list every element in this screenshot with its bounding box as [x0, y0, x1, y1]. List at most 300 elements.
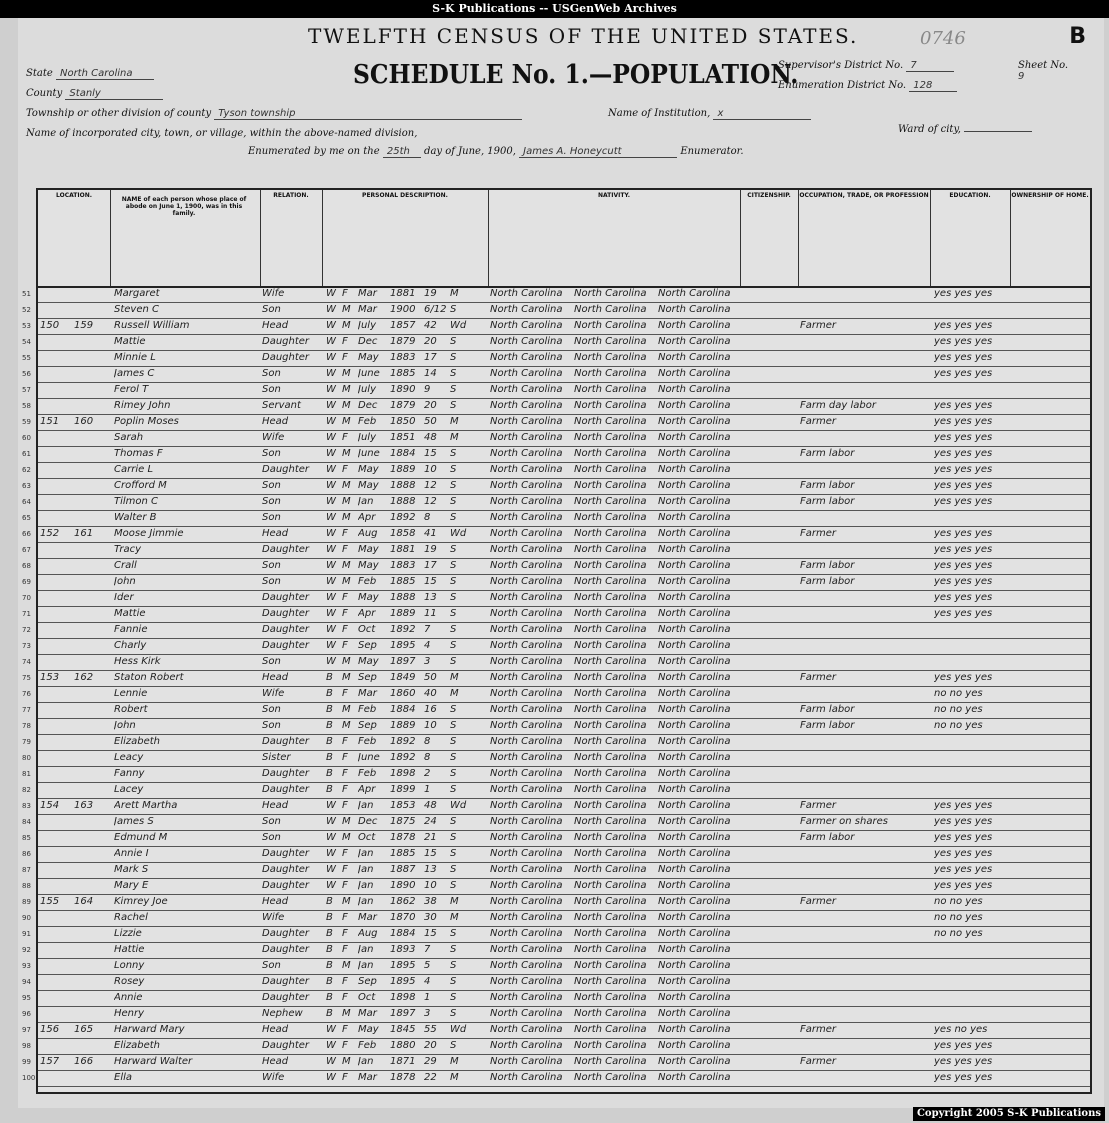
table-row: [22, 750, 1090, 767]
cell-birth: North Carolina: [490, 816, 563, 827]
cell-father: North Carolina: [574, 752, 647, 763]
cell-rel: Daughter: [262, 928, 310, 939]
line-number: 66: [22, 530, 31, 538]
cell-occ: Farmer: [800, 1024, 836, 1035]
cell-edu: yes yes yes: [934, 816, 993, 827]
cell-fam: 161: [74, 528, 94, 539]
cell-sex: F: [342, 640, 348, 651]
cell-name: Sarah: [114, 432, 144, 443]
line-number: 78: [22, 722, 31, 730]
name-header: NAME of each person whose place of abode on June 1, 1900, was in this family.: [121, 196, 247, 217]
cell-edu: yes yes yes: [934, 288, 993, 299]
enumeration-district: Enumeration District No. 128: [778, 80, 957, 92]
cell-birth: North Carolina: [490, 784, 563, 795]
cell-rel: Daughter: [262, 352, 310, 363]
cell-birth: North Carolina: [490, 336, 563, 347]
table-row: [22, 766, 1090, 783]
state-field: State North Carolina: [26, 68, 154, 80]
cell-edu: yes yes yes: [934, 560, 993, 571]
cell-edu: yes yes yes: [934, 496, 993, 507]
cell-sex: M: [342, 320, 351, 331]
cell-year: 1879: [390, 336, 416, 347]
cell-month: Oct: [358, 624, 376, 635]
cell-mother: North Carolina: [658, 528, 731, 539]
cell-age: 22: [424, 1072, 437, 1083]
cell-year: 1845: [390, 1024, 416, 1035]
cell-birth: North Carolina: [490, 624, 563, 635]
cell-month: Feb: [358, 1040, 377, 1051]
cell-father: North Carolina: [574, 928, 647, 939]
cell-dw: 153: [40, 672, 60, 683]
cell-mother: North Carolina: [658, 656, 731, 667]
cell-sex: M: [342, 960, 351, 971]
cell-edu: yes yes yes: [934, 608, 993, 619]
cell-month: Dec: [358, 400, 378, 411]
cell-name: James S: [114, 816, 154, 827]
cell-year: 1895: [390, 640, 416, 651]
cell-name: Charly: [114, 640, 147, 651]
cell-age: 15: [424, 576, 437, 587]
cell-year: 1850: [390, 416, 416, 427]
cell-month: Mar: [358, 912, 377, 923]
line-number: 96: [22, 1010, 31, 1018]
cell-father: North Carolina: [574, 864, 647, 875]
cell-fam: 163: [74, 800, 94, 811]
sheet-number: Sheet No. 9: [1018, 60, 1069, 82]
cell-father: North Carolina: [574, 464, 647, 475]
cell-month: Feb: [358, 704, 377, 715]
cell-color: W: [326, 352, 336, 363]
cell-rel: Daughter: [262, 768, 310, 779]
cell-name: Fanny: [114, 768, 145, 779]
cell-birth: North Carolina: [490, 976, 563, 987]
cell-ms: Wd: [450, 320, 467, 331]
cell-rel: Son: [262, 368, 281, 379]
line-number: 88: [22, 882, 31, 890]
cell-mother: North Carolina: [658, 432, 731, 443]
line-number: 89: [22, 898, 31, 906]
cell-month: Mar: [358, 304, 377, 315]
cell-birth: North Carolina: [490, 960, 563, 971]
cell-edu: yes yes yes: [934, 464, 993, 475]
cell-sex: M: [342, 480, 351, 491]
cell-year: 1897: [390, 656, 416, 667]
cell-sex: F: [342, 544, 348, 555]
cell-ms: S: [450, 336, 457, 347]
nativity-header: NATIVITY.: [597, 192, 631, 199]
table-row: [22, 638, 1090, 655]
cell-father: North Carolina: [574, 944, 647, 955]
cell-name: Rimey John: [114, 400, 171, 411]
cell-birth: North Carolina: [490, 496, 563, 507]
line-number: 87: [22, 866, 31, 874]
cell-father: North Carolina: [574, 912, 647, 923]
cell-rel: Son: [262, 720, 281, 731]
cell-ms: S: [450, 768, 457, 779]
cell-ms: S: [450, 512, 457, 523]
line-number: 80: [22, 754, 31, 762]
cell-year: 1900: [390, 304, 416, 315]
line-number: 99: [22, 1058, 31, 1066]
cell-mother: North Carolina: [658, 304, 731, 315]
cell-birth: North Carolina: [490, 400, 563, 411]
cell-rel: Daughter: [262, 848, 310, 859]
cell-ms: S: [450, 832, 457, 843]
cell-sex: M: [342, 384, 351, 395]
cell-ms: S: [450, 1040, 457, 1051]
cell-father: North Carolina: [574, 736, 647, 747]
cell-birth: North Carolina: [490, 672, 563, 683]
cell-sex: M: [342, 416, 351, 427]
cell-birth: North Carolina: [490, 368, 563, 379]
cell-mother: North Carolina: [658, 944, 731, 955]
cell-year: 1881: [390, 288, 416, 299]
cell-sex: F: [342, 1024, 348, 1035]
cell-name: Fannie: [114, 624, 148, 635]
cell-rel: Head: [262, 528, 289, 539]
cell-mother: North Carolina: [658, 512, 731, 523]
cell-edu: yes yes yes: [934, 1056, 993, 1067]
table-row: [22, 926, 1090, 943]
table-row: [22, 686, 1090, 703]
cell-month: Mar: [358, 288, 377, 299]
cell-name: Harward Mary: [114, 1024, 185, 1035]
cell-ms: S: [450, 720, 457, 731]
cell-rel: Head: [262, 672, 289, 683]
cell-birth: North Carolina: [490, 752, 563, 763]
cell-mother: North Carolina: [658, 928, 731, 939]
county-field: County Stanly: [26, 88, 163, 100]
cell-edu: yes yes yes: [934, 880, 993, 891]
cell-sex: M: [342, 704, 351, 715]
cell-mother: North Carolina: [658, 832, 731, 843]
cell-age: 19: [424, 544, 437, 555]
table-row: [22, 302, 1090, 319]
table-row: [22, 446, 1090, 463]
cell-color: W: [326, 336, 336, 347]
cell-occ: Farmer: [800, 320, 836, 331]
cell-edu: no no yes: [934, 720, 983, 731]
table-row: [22, 382, 1090, 399]
cell-month: Aug: [358, 528, 378, 539]
table-row: [22, 414, 1090, 431]
cell-age: 4: [424, 640, 431, 651]
cell-edu: yes yes yes: [934, 368, 993, 379]
cell-year: 1893: [390, 944, 416, 955]
cell-father: North Carolina: [574, 352, 647, 363]
cell-sex: F: [342, 880, 348, 891]
cell-age: 10: [424, 464, 437, 475]
cell-year: 1883: [390, 352, 416, 363]
table-row: [22, 510, 1090, 527]
line-number: 72: [22, 626, 31, 634]
cell-month: Jan: [358, 880, 374, 891]
cell-color: W: [326, 368, 336, 379]
cell-birth: North Carolina: [490, 608, 563, 619]
cell-rel: Son: [262, 576, 281, 587]
table-header: [38, 190, 1090, 288]
cell-occ: Farmer: [800, 672, 836, 683]
cell-year: 1883: [390, 560, 416, 571]
cell-rel: Son: [262, 480, 281, 491]
cell-father: North Carolina: [574, 320, 647, 331]
cell-rel: Head: [262, 1024, 289, 1035]
cell-year: 1884: [390, 928, 416, 939]
cell-edu: yes yes yes: [934, 448, 993, 459]
cell-rel: Son: [262, 384, 281, 395]
line-number: 52: [22, 306, 31, 314]
cell-color: B: [326, 704, 333, 715]
cell-color: B: [326, 896, 333, 907]
cell-age: 12: [424, 496, 437, 507]
cell-birth: North Carolina: [490, 384, 563, 395]
cell-age: 7: [424, 624, 431, 635]
cell-month: Sep: [358, 672, 377, 683]
cell-father: North Carolina: [574, 304, 647, 315]
cell-father: North Carolina: [574, 656, 647, 667]
cell-color: W: [326, 1056, 336, 1067]
cell-occ: Farm labor: [800, 720, 855, 731]
cell-color: W: [326, 880, 336, 891]
cell-year: 1860: [390, 688, 416, 699]
cell-dw: 157: [40, 1056, 60, 1067]
cell-name: Elizabeth: [114, 1040, 161, 1051]
cell-father: North Carolina: [574, 576, 647, 587]
enumeration-date: Enumerated by me on the 25th day of June, 1900, James A. Honeycutt Enumerator.: [248, 146, 744, 157]
cell-year: 1870: [390, 912, 416, 923]
table-row: [22, 782, 1090, 799]
cell-month: July: [358, 432, 376, 443]
cell-color: B: [326, 960, 333, 971]
cell-month: Apr: [358, 512, 376, 523]
cell-rel: Head: [262, 320, 289, 331]
cell-color: W: [326, 864, 336, 875]
cell-occ: Farmer: [800, 1056, 836, 1067]
cell-name: Hess Kirk: [114, 656, 161, 667]
line-number: 77: [22, 706, 31, 714]
cell-month: Oct: [358, 832, 376, 843]
cell-father: North Carolina: [574, 1072, 647, 1083]
cell-father: North Carolina: [574, 288, 647, 299]
cell-father: North Carolina: [574, 896, 647, 907]
cell-sex: F: [342, 464, 348, 475]
cell-month: Feb: [358, 736, 377, 747]
cell-mother: North Carolina: [658, 368, 731, 379]
cell-mother: North Carolina: [658, 816, 731, 827]
cell-mother: North Carolina: [658, 768, 731, 779]
cell-edu: yes yes yes: [934, 416, 993, 427]
cell-birth: North Carolina: [490, 1056, 563, 1067]
cell-ms: M: [450, 432, 459, 443]
cell-name: Staton Robert: [114, 672, 184, 683]
cell-year: 1884: [390, 448, 416, 459]
cell-month: Feb: [358, 416, 377, 427]
cell-father: North Carolina: [574, 784, 647, 795]
cell-age: 11: [424, 608, 437, 619]
table-row: [22, 1054, 1090, 1071]
cell-sex: M: [342, 304, 351, 315]
line-number: 83: [22, 802, 31, 810]
cell-month: May: [358, 1024, 379, 1035]
line-number: 54: [22, 338, 31, 346]
cell-color: W: [326, 800, 336, 811]
table-row: [22, 798, 1090, 815]
cell-rel: Sister: [262, 752, 291, 763]
table-row: [22, 990, 1090, 1007]
cell-month: May: [358, 656, 379, 667]
line-number: 67: [22, 546, 31, 554]
cell-rel: Son: [262, 816, 281, 827]
cell-mother: North Carolina: [658, 592, 731, 603]
cell-month: Oct: [358, 992, 376, 1003]
cell-rel: Son: [262, 704, 281, 715]
cell-name: Russell William: [114, 320, 190, 331]
cell-ms: S: [450, 960, 457, 971]
cell-age: 30: [424, 912, 437, 923]
cell-sex: F: [342, 352, 348, 363]
cell-year: 1892: [390, 624, 416, 635]
cell-name: Hattie: [114, 944, 145, 955]
cell-ms: S: [450, 576, 457, 587]
cell-name: Edmund M: [114, 832, 168, 843]
cell-year: 1853: [390, 800, 416, 811]
cell-rel: Daughter: [262, 336, 310, 347]
cell-age: 3: [424, 1008, 431, 1019]
cell-fam: 159: [74, 320, 94, 331]
cell-year: 1888: [390, 496, 416, 507]
cell-fam: 166: [74, 1056, 94, 1067]
cell-color: W: [326, 432, 336, 443]
cell-birth: North Carolina: [490, 560, 563, 571]
citizenship-header: CITIZENSHIP.: [747, 192, 791, 199]
cell-mother: North Carolina: [658, 704, 731, 715]
cell-birth: North Carolina: [490, 704, 563, 715]
cell-ms: S: [450, 816, 457, 827]
cell-occ: Farm labor: [800, 576, 855, 587]
cell-month: May: [358, 464, 379, 475]
cell-edu: no no yes: [934, 688, 983, 699]
cell-dw: 156: [40, 1024, 60, 1035]
cell-birth: North Carolina: [490, 768, 563, 779]
cell-year: 1849: [390, 672, 416, 683]
table-row: [22, 1070, 1090, 1087]
table-row: [22, 670, 1090, 687]
cell-rel: Wife: [262, 432, 285, 443]
cell-color: W: [326, 416, 336, 427]
cell-mother: North Carolina: [658, 800, 731, 811]
cell-sex: M: [342, 368, 351, 379]
cell-month: May: [358, 560, 379, 571]
cell-sex: F: [342, 624, 348, 635]
cell-rel: Servant: [262, 400, 301, 411]
cell-edu: yes yes yes: [934, 576, 993, 587]
cell-month: June: [358, 752, 380, 763]
cell-edu: yes yes yes: [934, 336, 993, 347]
line-number: 100: [22, 1074, 36, 1082]
table-row: [22, 526, 1090, 543]
cell-age: 38: [424, 896, 437, 907]
cell-name: Harward Walter: [114, 1056, 193, 1067]
cell-year: 1887: [390, 864, 416, 875]
cell-name: Elizabeth: [114, 736, 161, 747]
cell-edu: yes yes yes: [934, 1040, 993, 1051]
line-number: 85: [22, 834, 31, 842]
cell-name: James C: [114, 368, 155, 379]
supervisor-district: Supervisor's District No. 7: [778, 60, 954, 72]
cell-dw: 155: [40, 896, 60, 907]
cell-mother: North Carolina: [658, 720, 731, 731]
table-row: [22, 606, 1090, 623]
table-row: [22, 574, 1090, 591]
cell-name: Henry: [114, 1008, 145, 1019]
cell-color: B: [326, 784, 333, 795]
cell-rel: Head: [262, 800, 289, 811]
line-number: 69: [22, 578, 31, 586]
cell-rel: Daughter: [262, 640, 310, 651]
cell-age: 48: [424, 432, 437, 443]
cell-ms: Wd: [450, 528, 467, 539]
cell-year: 1890: [390, 384, 416, 395]
cell-ms: M: [450, 672, 459, 683]
cell-month: Jan: [358, 896, 374, 907]
cell-sex: M: [342, 1056, 351, 1067]
cell-ms: S: [450, 304, 457, 315]
line-number: 74: [22, 658, 31, 666]
cell-name: Robert: [114, 704, 148, 715]
cell-color: W: [326, 304, 336, 315]
table-row: [22, 542, 1090, 559]
cell-mother: North Carolina: [658, 1024, 731, 1035]
cell-sex: F: [342, 944, 348, 955]
cell-name: Tilmon C: [114, 496, 159, 507]
cell-birth: North Carolina: [490, 864, 563, 875]
cell-edu: no no yes: [934, 928, 983, 939]
cell-mother: North Carolina: [658, 576, 731, 587]
cell-mother: North Carolina: [658, 1040, 731, 1051]
cell-birth: North Carolina: [490, 848, 563, 859]
cell-year: 1889: [390, 720, 416, 731]
cell-father: North Carolina: [574, 1056, 647, 1067]
cell-year: 1880: [390, 1040, 416, 1051]
cell-mother: North Carolina: [658, 320, 731, 331]
cell-father: North Carolina: [574, 800, 647, 811]
cell-edu: yes yes yes: [934, 1072, 993, 1083]
cell-sex: F: [342, 864, 348, 875]
cell-month: June: [358, 368, 380, 379]
cell-color: B: [326, 912, 333, 923]
cell-ms: M: [450, 1072, 459, 1083]
cell-sex: M: [342, 720, 351, 731]
cell-age: 20: [424, 1040, 437, 1051]
cell-birth: North Carolina: [490, 1024, 563, 1035]
cell-edu: yes yes yes: [934, 352, 993, 363]
cell-ms: S: [450, 976, 457, 987]
cell-mother: North Carolina: [658, 992, 731, 1003]
cell-year: 1884: [390, 704, 416, 715]
line-number: 75: [22, 674, 31, 682]
cell-ms: Wd: [450, 800, 467, 811]
cell-rel: Son: [262, 560, 281, 571]
cell-rel: Nephew: [262, 1008, 303, 1019]
cell-rel: Son: [262, 304, 281, 315]
cell-occ: Farmer: [800, 896, 836, 907]
cell-ms: S: [450, 480, 457, 491]
cell-year: 1885: [390, 848, 416, 859]
table-row: [22, 1022, 1090, 1039]
line-number: 98: [22, 1042, 31, 1050]
cell-age: 13: [424, 592, 437, 603]
cell-rel: Head: [262, 1056, 289, 1067]
